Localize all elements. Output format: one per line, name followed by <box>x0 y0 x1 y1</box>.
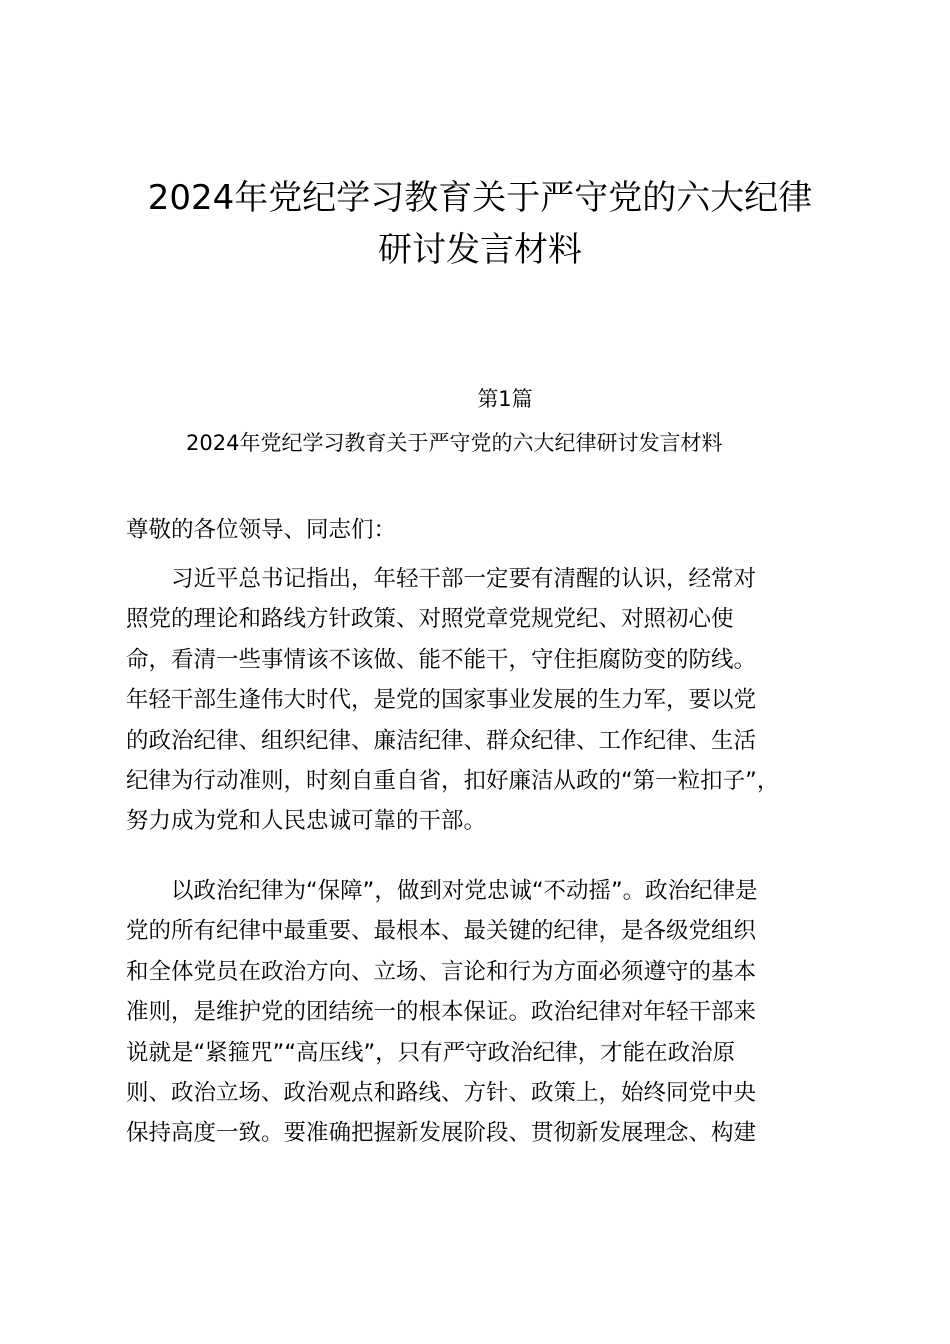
paragraph-line: 保持高度一致。要准确把握新发展阶段、贯彻新发展理念、构建 <box>126 1120 757 1147</box>
paragraph-line: 则、政治立场、政治观点和路线、方针、政策上，始终同党中央 <box>126 1079 757 1106</box>
salutation <box>126 510 866 550</box>
paragraph-2 <box>126 871 866 1154</box>
document-title <box>100 172 860 276</box>
section-subtitle: 2024年党纪学习教育关于严守党的六大纪律研讨发言材料 <box>186 431 723 455</box>
paragraph-line: 纪律为行动准则，时刻自重自省，扣好廉洁从政的“第一粒扣子”， <box>126 767 780 794</box>
paragraph-line: 命，看清一些事情该不该做、能不能干，守住拒腐防变的防线。 <box>126 646 757 673</box>
paragraph-line: 以政治纪律为“保障”，做到对党忠诚“不动摇”。政治纪律是 <box>126 878 758 904</box>
paragraph-line: 习近平总书记指出，年轻干部一定要有清醒的认识，经常对 <box>126 566 757 592</box>
title-line: 2024年党纪学习教育关于严守党的六大纪律 <box>147 178 813 218</box>
section-label: 第1篇 <box>477 387 533 411</box>
paragraph-1 <box>126 559 866 842</box>
paragraph-line: 和全体党员在政治方向、立场、言论和行为方面必须遵守的基本 <box>126 958 757 985</box>
paragraph-line: 照党的理论和路线方针政策、对照党章党规党纪、对照初心使 <box>126 606 734 633</box>
paragraph-line: 准则，是维护党的团结统一的根本保证。政治纪律对年轻干部来 <box>126 999 757 1026</box>
paragraph-line: 的政治纪律、组织纪律、廉洁纪律、群众纪律、工作纪律、生活 <box>126 727 757 754</box>
salutation-text: 尊敬的各位领导、同志们： <box>126 517 397 543</box>
paragraph-line: 年轻干部生逢伟大时代，是党的国家事业发展的生力军，要以党 <box>126 687 757 714</box>
paragraph-line: 说就是“紧箍咒”“高压线”，只有严守政治纪律，才能在政治原 <box>126 1039 736 1066</box>
paragraph-line: 党的所有纪律中最重要、最根本、最关键的纪律，是各级党组织 <box>126 918 757 945</box>
title-line: 研讨发言材料 <box>378 230 582 270</box>
paragraph-line: 努力成为党和人民忠诚可靠的干部。 <box>126 808 487 835</box>
